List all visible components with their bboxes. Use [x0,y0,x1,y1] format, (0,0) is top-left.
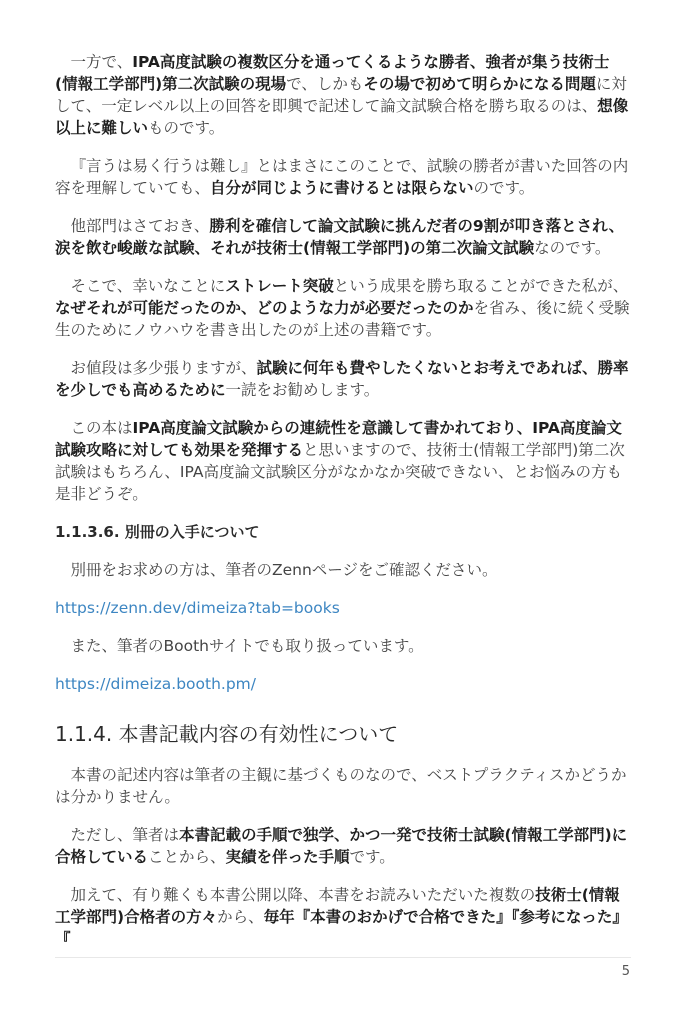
emphasized-text: IPA高度試験の複数区分を通ってくるような勝者、強者が集う技術士(情報工学部門)第二次試験の現場 [55,53,610,93]
paragraph [55,215,631,259]
paragraph [55,417,631,505]
footer-divider [55,957,631,958]
intro-paragraphs [55,51,631,505]
page-content [55,51,631,947]
section-heading: 1.1.4. 本書記載内容の有効性について [55,722,399,746]
paragraph-text: この本は [70,419,133,437]
paragraph-text: 一読をお勧めします。 [225,381,380,399]
booth-link[interactable]: https://dimeiza.booth.pm/ [55,675,257,693]
paragraph-text: と思いますので、技術士(情報工学部門)第二次試験はもちろん、IPA高度論文試験区分がなかなか突破できない、とお悩みの方も是非どうぞ。 [55,441,625,503]
paragraph-text: なのです。 [534,239,611,257]
paragraph [55,155,631,199]
paragraph [55,764,631,808]
emphasized-text: 毎年『本書のおかげで合格できた』『参考になった』『 [55,908,628,947]
paragraph-text: お値段は多少張りますが、 [70,359,257,377]
paragraph-text: を省み、後に続く受験生のためにノウハウを書き出したのが上述の書籍です。 [55,299,630,339]
paragraph-text: です。 [349,848,395,866]
zenn-link-line [55,597,631,619]
booth-link-line [55,673,631,695]
emphasized-text: 技術士(情報工学部門)合格者の方々 [55,886,620,926]
emphasized-text: ストレート突破 [225,277,334,295]
paragraph-text: に対して、一定レベル以上の回答を即興で記述して論文試験合格を勝ち取るのは、 [55,75,627,115]
paragraph [55,51,631,139]
paragraph-text: ものです。 [148,119,225,137]
emphasized-text: 想像以上に難しい [55,97,629,137]
paragraph-text: という成果を勝ち取ることができた私が、 [333,277,629,295]
zenn-link[interactable]: https://zenn.dev/dimeiza?tab=books [55,599,340,617]
section-paragraphs [55,764,631,947]
subsection-heading: 1.1.3.6. 別冊の入手について [55,523,260,541]
paragraph [55,824,631,868]
paragraph-text: 本書の記述内容は筆者の主観に基づくものなので、ベストプラクティスかどうかは分かりません。 [55,766,627,806]
paragraph-text: で、しかも [286,75,364,93]
page-number: 5 [621,964,630,979]
emphasized-text: 本書記載の手順で独学、かつ一発で技術士試験(情報工学部門)に合格している [55,826,628,866]
emphasized-text: なぜそれが可能だったのか、どのような力が必要だったのか [55,299,474,317]
paragraph-text: ただし、筆者は [70,826,180,844]
paragraph [55,275,631,341]
zenn-paragraph: 別冊をお求めの方は、筆者のZennページをご確認ください。 [70,561,498,579]
paragraph-text: ことから、 [148,848,226,866]
paragraph-text: 『言うは易く行うは難し』とはまさにこのことで、試験の勝者が書いた回答の内容を理解していても、 [55,157,629,197]
emphasized-text: その場で初めて明らかになる問題 [363,75,596,93]
paragraph-text: 加えて、有り難くも本書公開以降、本書をお読みいただいた複数の [70,886,536,904]
emphasized-text: 実績を伴った手順 [225,848,350,866]
paragraph [55,884,631,947]
emphasized-text: IPA高度論文試験からの連続性を意識して書かれており、IPA高度論文試験攻略に対しても効果を発揮する [55,419,622,459]
paragraph-text: のです。 [473,179,535,197]
emphasized-text: 勝利を確信して論文試験に挑んだ者の9割が叩き落とされ、涙を飲む峻厳な試験、それが技術士(情報工学部門)の第二次論文試験 [55,217,625,257]
emphasized-text: 自分が同じように書けるとは限らない [210,179,474,197]
paragraph-text: そこで、幸いなことに [70,277,226,295]
booth-paragraph: また、筆者のBoothサイトでも取り扱っています。 [70,637,424,655]
paragraph-text: 一方で、 [70,53,133,71]
paragraph-text: から、 [217,908,264,926]
emphasized-text: 試験に何年も費やしたくないとお考えであれば、勝率を少しでも高めるために [55,359,629,399]
paragraph [55,357,631,401]
paragraph-text: 他部門はさておき、 [70,217,210,235]
